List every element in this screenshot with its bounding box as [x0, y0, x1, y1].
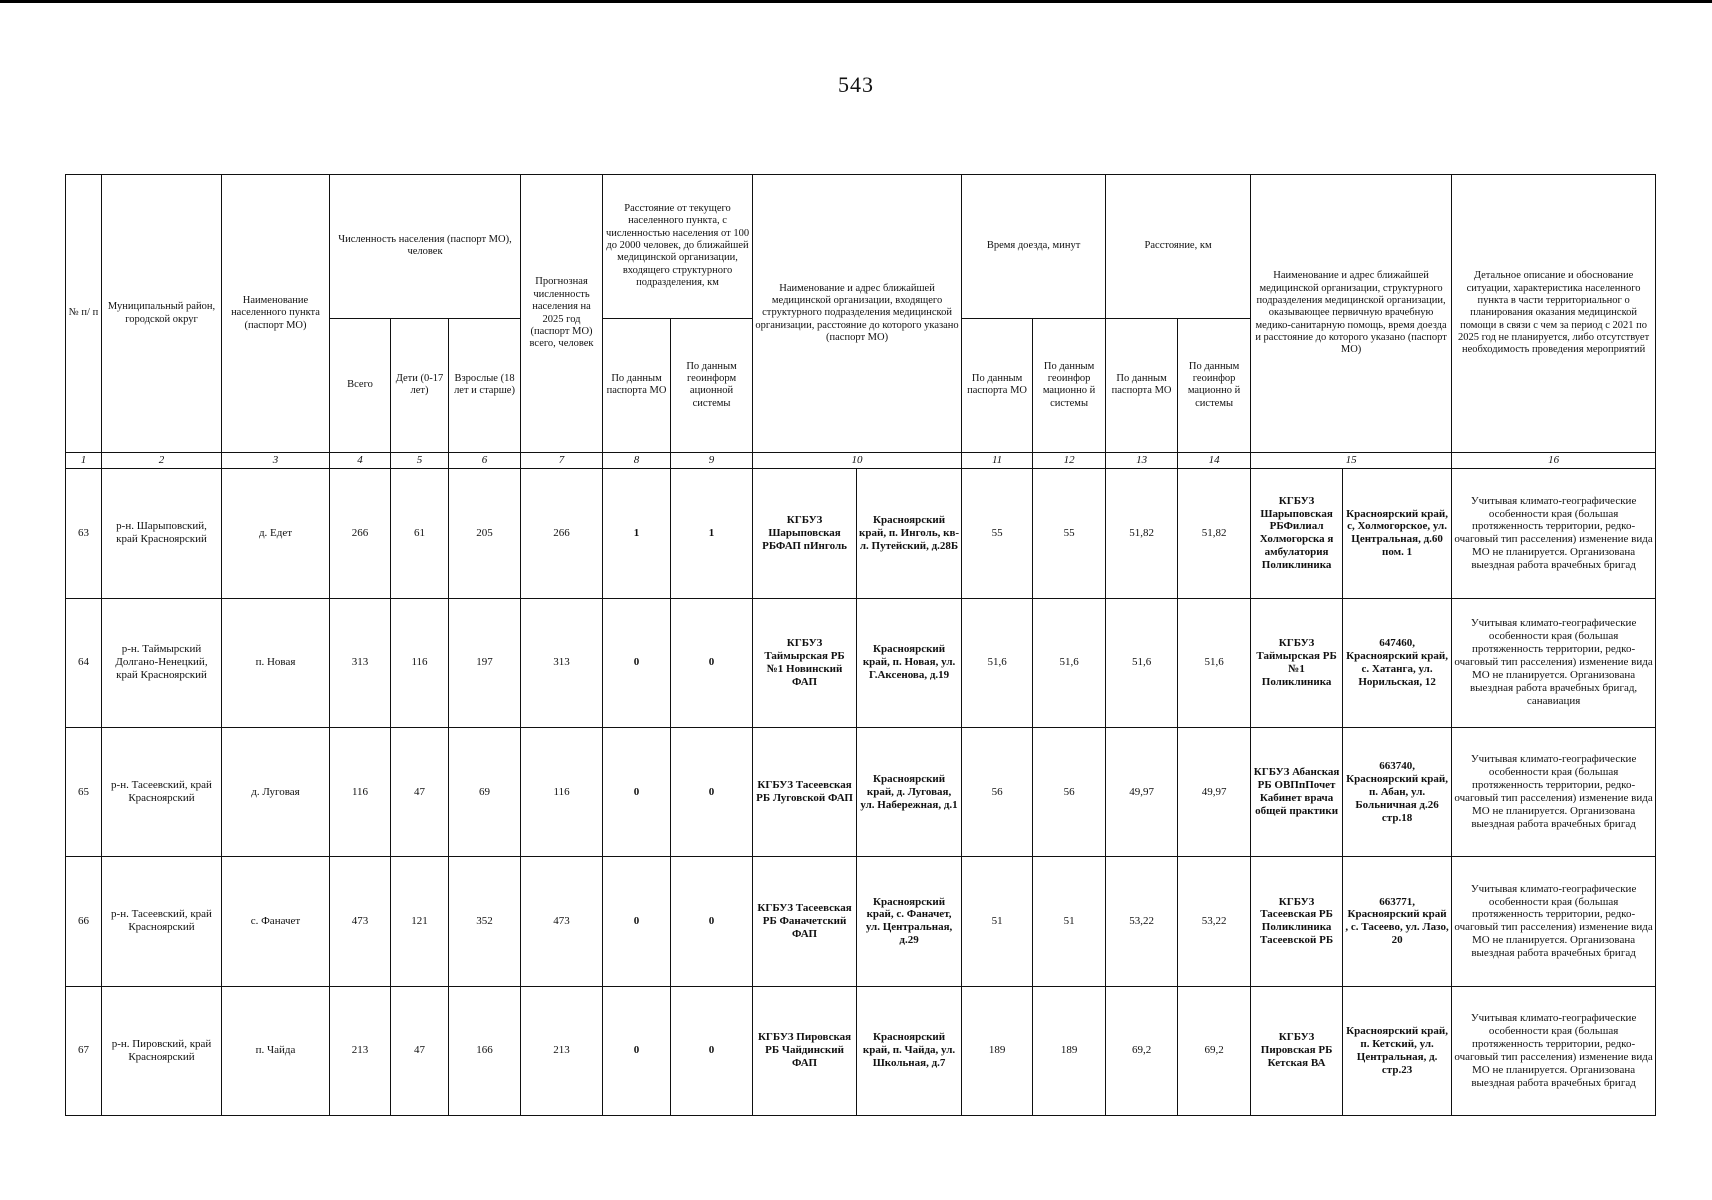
- table-row: [66, 986, 1656, 1115]
- row-care-name: КГБУЗ Тасеевская РБ Поликлиника Тасеевской РБ: [1251, 857, 1343, 986]
- row-care-address: 663740, Красноярский край, п. Абан, ул. Больничная д.26 стр.18: [1343, 727, 1452, 856]
- row-care-address: 647460, Красноярский край, с. Хатанга, ул. Норильская, 12: [1343, 598, 1452, 727]
- column-numbers-row: [66, 453, 1656, 469]
- column-number: 12: [1033, 453, 1106, 469]
- header-travel-time: Время доезда, минут: [962, 175, 1106, 319]
- row-km-passport: 49,97: [1106, 727, 1178, 856]
- row-district: р-н. Тасеевский, край Красноярский: [102, 857, 222, 986]
- row-settlement: п. Чайда: [222, 986, 330, 1115]
- column-number: 7: [521, 453, 603, 469]
- row-time-passport: 56: [962, 727, 1033, 856]
- row-settlement: д. Едет: [222, 469, 330, 598]
- column-number: 6: [449, 453, 521, 469]
- row-forecast: 213: [521, 986, 603, 1115]
- header-time-passport: По данным паспорта МО: [962, 318, 1033, 452]
- row-org-name: КГБУЗ Таймырская РБ №1 Новинский ФАП: [753, 598, 857, 727]
- header-row-1: [66, 175, 1656, 319]
- header-pop-adults: Взрослые (18 лет и старше): [449, 318, 521, 452]
- column-number: 14: [1178, 453, 1251, 469]
- header-forecast: Прогнозная численность населения на 2025 год (паспорт МО) всего, человек: [521, 175, 603, 453]
- row-time-passport: 189: [962, 986, 1033, 1115]
- row-care-address: Красноярский край, с, Холмогорское, ул. Центральная, д.60 пом. 1: [1343, 469, 1452, 598]
- header-dist-gis: По данным геоинформ ационной системы: [671, 318, 753, 452]
- column-number: 2: [102, 453, 222, 469]
- row-description: Учитывая климато-географические особенности края (большая протяженность территории, редко-очаговый тип расселения) изменение вида МО не планируется. Организована выездная работа врачебных бригад: [1452, 986, 1656, 1115]
- row-adults: 205: [449, 469, 521, 598]
- row-total: 313: [330, 598, 391, 727]
- column-number: 8: [603, 453, 671, 469]
- row-settlement: п. Новая: [222, 598, 330, 727]
- row-time-passport: 55: [962, 469, 1033, 598]
- row-district: р-н. Таймырский Долгано-Ненецкий, край Красноярский: [102, 598, 222, 727]
- row-km-passport: 51,6: [1106, 598, 1178, 727]
- header-pop-children: Дети (0-17 лет): [391, 318, 449, 452]
- row-dist-passport: 0: [603, 727, 671, 856]
- row-dist-gis: 1: [671, 469, 753, 598]
- row-district: р-н. Тасеевский, край Красноярский: [102, 727, 222, 856]
- header-description: Детальное описание и обоснование ситуации, характеристика населенного пункта в части территориальног о планирования оказания медицинской помощи в связи с чем за период с 2021 по 2025 год не планируется, либо отсутствует необходимость проведения мероприятий: [1452, 175, 1656, 453]
- row-dist-passport: 0: [603, 598, 671, 727]
- row-forecast: 116: [521, 727, 603, 856]
- row-adults: 69: [449, 727, 521, 856]
- row-time-gis: 51: [1033, 857, 1106, 986]
- row-care-name: КГБУЗ Таймырская РБ №1 Поликлиника: [1251, 598, 1343, 727]
- row-km-gis: 51,6: [1178, 598, 1251, 727]
- header-time-gis: По данным геоинфор мационно й системы: [1033, 318, 1106, 452]
- column-number: 1: [66, 453, 102, 469]
- row-children: 116: [391, 598, 449, 727]
- row-org-name: КГБУЗ Тасеевская РБ Луговской ФАП: [753, 727, 857, 856]
- row-dist-gis: 0: [671, 857, 753, 986]
- row-description: Учитывая климато-географические особенности края (большая протяженность территории, редко-очаговый тип расселения) изменение вида МО не планируется. Организована выездная работа врачебных бригад, санавиация: [1452, 598, 1656, 727]
- row-district: р-н. Шарыповский, край Красноярский: [102, 469, 222, 598]
- header-nearest-org: Наименование и адрес ближайшей медицинской организации, входящего структурного подразделения медицинской организации, расстояние до которого указано (паспорт МО): [753, 175, 962, 453]
- row-km-passport: 53,22: [1106, 857, 1178, 986]
- row-km-gis: 49,97: [1178, 727, 1251, 856]
- row-settlement: д. Луговая: [222, 727, 330, 856]
- header-district: Муниципальный район, городской округ: [102, 175, 222, 453]
- row-org-address: Красноярский край, д. Луговая, ул. Набережная, д.1: [857, 727, 962, 856]
- row-num: 64: [66, 598, 102, 727]
- row-dist-passport: 0: [603, 857, 671, 986]
- row-km-gis: 53,22: [1178, 857, 1251, 986]
- header-distance-km: Расстояние, км: [1106, 175, 1251, 319]
- table-row: [66, 598, 1656, 727]
- header-primary-care: Наименование и адрес ближайшей медицинской организации, структурного подразделения медицинской организации, оказывающее первичную врачебную медико-санитарную помощь, время доезда и расстояние до которого указано (паспорт МО): [1251, 175, 1452, 453]
- row-children: 61: [391, 469, 449, 598]
- row-org-address: Красноярский край, п. Чайда, ул. Школьная, д.7: [857, 986, 962, 1115]
- row-dist-passport: 1: [603, 469, 671, 598]
- row-total: 473: [330, 857, 391, 986]
- row-care-name: КГБУЗ Пировская РБ Кетская ВА: [1251, 986, 1343, 1115]
- column-number: 16: [1452, 453, 1656, 469]
- row-total: 213: [330, 986, 391, 1115]
- row-org-address: Красноярский край, с. Фаначет, ул. Центральная, д.29: [857, 857, 962, 986]
- row-num: 67: [66, 986, 102, 1115]
- row-description: Учитывая климато-географические особенности края (большая протяженность территории, редко-очаговый тип расселения) изменение вида МО не планируется. Организована выездная работа врачебных бригад: [1452, 469, 1656, 598]
- header-dist-passport: По данным паспорта МО: [603, 318, 671, 452]
- row-description: Учитывая климато-географические особенности края (большая протяженность территории, редко-очаговый тип расселения) изменение вида МО не планируется. Организована выездная работа врачебных бригад: [1452, 857, 1656, 986]
- column-number: 11: [962, 453, 1033, 469]
- header-population: Численность населения (паспорт МО), человек: [330, 175, 521, 319]
- row-adults: 197: [449, 598, 521, 727]
- row-time-gis: 51,6: [1033, 598, 1106, 727]
- row-adults: 166: [449, 986, 521, 1115]
- row-forecast: 473: [521, 857, 603, 986]
- column-number: 4: [330, 453, 391, 469]
- row-care-address: 663771, Красноярский край , с. Тасеево, ул. Лазо, 20: [1343, 857, 1452, 986]
- row-time-gis: 56: [1033, 727, 1106, 856]
- row-num: 65: [66, 727, 102, 856]
- row-dist-passport: 0: [603, 986, 671, 1115]
- header-settlement: Наименование населенного пункта (паспорт МО): [222, 175, 330, 453]
- row-org-name: КГБУЗ Шарыповская РБФАП пИнголь: [753, 469, 857, 598]
- column-number: 13: [1106, 453, 1178, 469]
- data-table: [65, 174, 1656, 1116]
- row-km-gis: 69,2: [1178, 986, 1251, 1115]
- row-children: 47: [391, 727, 449, 856]
- row-time-gis: 55: [1033, 469, 1106, 598]
- column-number: 3: [222, 453, 330, 469]
- row-dist-gis: 0: [671, 727, 753, 856]
- row-total: 266: [330, 469, 391, 598]
- row-settlement: с. Фаначет: [222, 857, 330, 986]
- row-forecast: 313: [521, 598, 603, 727]
- header-km-passport: По данным паспорта МО: [1106, 318, 1178, 452]
- row-km-gis: 51,82: [1178, 469, 1251, 598]
- column-number: 5: [391, 453, 449, 469]
- column-number: 9: [671, 453, 753, 469]
- row-time-passport: 51: [962, 857, 1033, 986]
- row-care-address: Красноярский край, п. Кетский, ул. Центральная, д. стр.23: [1343, 986, 1452, 1115]
- header-pop-total: Всего: [330, 318, 391, 452]
- page-number: 543: [838, 72, 874, 97]
- row-org-address: Красноярский край, п. Инголь, кв-л. Путейский, д.28Б: [857, 469, 962, 598]
- row-forecast: 266: [521, 469, 603, 598]
- row-num: 66: [66, 857, 102, 986]
- table-row: [66, 857, 1656, 986]
- row-dist-gis: 0: [671, 598, 753, 727]
- row-dist-gis: 0: [671, 986, 753, 1115]
- column-number: 15: [1251, 453, 1452, 469]
- row-num: 63: [66, 469, 102, 598]
- table-row: [66, 727, 1656, 856]
- row-description: Учитывая климато-географические особенности края (большая протяженность территории, редко-очаговый тип расселения) изменение вида МО не планируется. Организована выездная работа врачебных бригад: [1452, 727, 1656, 856]
- header-distance-nearest: Расстояние от текущего населенного пункта, с численностью населения от 100 до 2000 человек, до ближайшей медицинской организации, входящего структурного подразделения, км: [603, 175, 753, 319]
- header-km-gis: По данным геоинфор мационно й системы: [1178, 318, 1251, 452]
- row-children: 47: [391, 986, 449, 1115]
- row-org-address: Красноярский край, п. Новая, ул. Г.Аксенова, д.19: [857, 598, 962, 727]
- table-row: [66, 469, 1656, 598]
- column-number: 10: [753, 453, 962, 469]
- row-km-passport: 51,82: [1106, 469, 1178, 598]
- row-care-name: КГБУЗ Шарыповская РБФилиал Холмогорска я амбулатория Поликлиника: [1251, 469, 1343, 598]
- row-care-name: КГБУЗ Абанская РБ ОВПпПочет Кабинет врача общей практики: [1251, 727, 1343, 856]
- row-org-name: КГБУЗ Тасеевская РБ Фаначетский ФАП: [753, 857, 857, 986]
- row-children: 121: [391, 857, 449, 986]
- row-district: р-н. Пировский, край Красноярский: [102, 986, 222, 1115]
- page-top-border: [0, 0, 1712, 3]
- row-org-name: КГБУЗ Пировская РБ Чайдинский ФАП: [753, 986, 857, 1115]
- row-adults: 352: [449, 857, 521, 986]
- row-time-passport: 51,6: [962, 598, 1033, 727]
- row-time-gis: 189: [1033, 986, 1106, 1115]
- row-km-passport: 69,2: [1106, 986, 1178, 1115]
- row-total: 116: [330, 727, 391, 856]
- header-num: № п/ п: [66, 175, 102, 453]
